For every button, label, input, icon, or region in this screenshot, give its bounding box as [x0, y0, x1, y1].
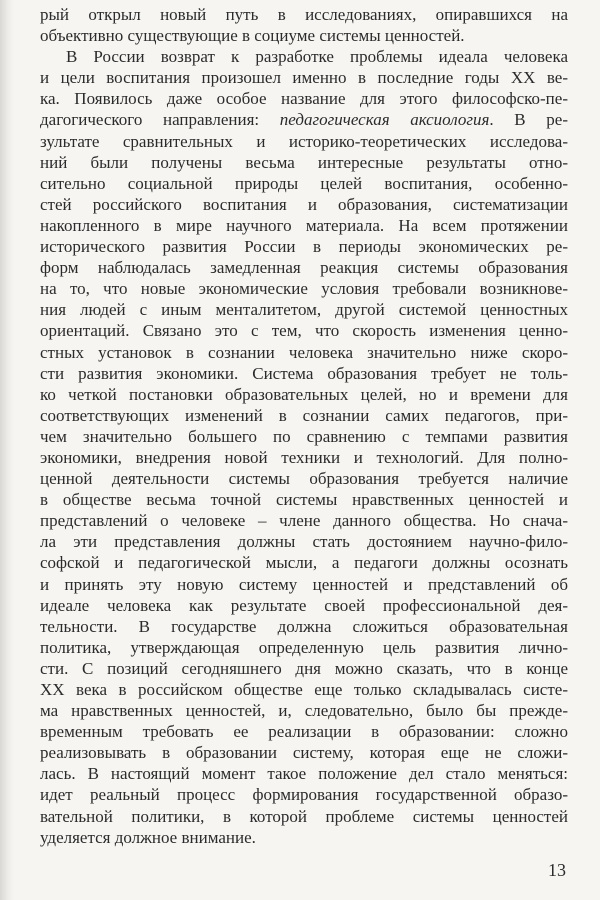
text-line — [40, 109, 568, 130]
text-line: ма нравственных ценностей, и, следовательно, было бы прежде- — [40, 701, 568, 721]
text-line: ко четкой постановки образовательных целей, но и времени для — [40, 384, 568, 404]
text-line: политика, утверждающая определенную цель развития лично- — [40, 637, 568, 657]
text-line: чем значительно большего по сравнению с темпами развития — [40, 426, 568, 446]
text-line: на то, что новые экономические условия требовали возникнове- — [40, 279, 568, 299]
text-line: уделяется должное внимание. — [40, 827, 256, 847]
text-line: сительно социальной природы целей воспитания, особенно- — [40, 173, 568, 193]
text-line: XX века в российском обществе еще только складывалась систе- — [40, 680, 568, 699]
text-line: стей российского воспитания и образования, систематизации — [40, 194, 568, 214]
text-line: реализовывать в образовании систему, которая еще не сложи- — [40, 743, 568, 763]
text-line: софской и педагогической мысли, а педагоги должны осознать — [40, 553, 568, 573]
text-segment: дагогического направления: — [40, 110, 280, 130]
text-line: соответствующих изменений в сознании самих педагогов, при- — [40, 405, 568, 425]
text-line: представлений о человеке – члене данного общества. Но снача- — [40, 511, 568, 531]
page-number: 13 — [548, 860, 566, 880]
text-line: идеале человека как результате своей профессиональной дея- — [40, 595, 568, 615]
text-line: в обществе весьма точной системы нравственных ценностей и — [40, 490, 568, 510]
text-line: накопленного в мире научного материала. На всем протяжении — [40, 215, 568, 235]
text-line: стных установок в сознании человека значительно ниже скоро- — [40, 342, 568, 362]
text-segment: . В ре- — [489, 110, 569, 130]
text-line: сти развития экономики. Система образования требует не толь- — [40, 363, 568, 383]
body-text — [40, 4, 568, 848]
text-line: временным требовать ее реализации в образовании: сложно — [40, 722, 568, 742]
paragraph — [40, 46, 568, 848]
italic-term: педагогическая аксиология — [279, 110, 490, 130]
text-line: исторического развития России в периоды экономических ре- — [40, 237, 568, 257]
text-line: В России возврат к разработке проблемы идеала человека — [66, 47, 568, 67]
text-line: рый открыл новый путь в исследованиях, опиравшихся на — [40, 5, 568, 24]
text-line: идет реальный процесс формирования государственной образо- — [40, 785, 568, 805]
text-line: объективно существующие в социуме системы ценностей. — [40, 26, 465, 46]
text-line: и цели воспитания произошел именно в последние годы XX ве- — [40, 68, 568, 88]
text-line: форм наблюдалась замедленная реакция системы образования — [40, 258, 568, 278]
text-line: и принять эту новую систему ценностей и представлений об — [40, 574, 568, 594]
text-line: ориентаций. Связано это с тем, что скорость изменения ценно- — [40, 321, 568, 341]
text-line: ний были получены весьма интересные результаты отно- — [40, 152, 568, 172]
text-line: тельности. В государстве должна сложиться образовательная — [40, 616, 568, 636]
text-line: вательной политики, в которой проблеме системы ценностей — [40, 806, 568, 826]
text-line: экономики, внедрения новой техники и технологий. Для полно- — [40, 447, 568, 467]
text-line: ния людей с иным менталитетом, другой системой ценностных — [40, 300, 568, 320]
text-line: сти. С позиций сегодняшнего дня можно сказать, что в конце — [40, 658, 568, 678]
text-line: ла эти представления должны стать достоянием научно-фило- — [40, 532, 568, 552]
text-line: лась. В настоящий момент такое положение дел стало меняться: — [40, 764, 568, 784]
text-line: ка. Появилось даже особое название для этого философско-пе- — [40, 89, 568, 109]
page-binding-shadow — [0, 0, 14, 900]
text-line: зультате сравнительных и историко-теоретических исследова- — [40, 131, 568, 151]
text-line: ценной деятельности системы образования требуется наличие — [40, 469, 568, 489]
paragraph — [40, 4, 568, 46]
